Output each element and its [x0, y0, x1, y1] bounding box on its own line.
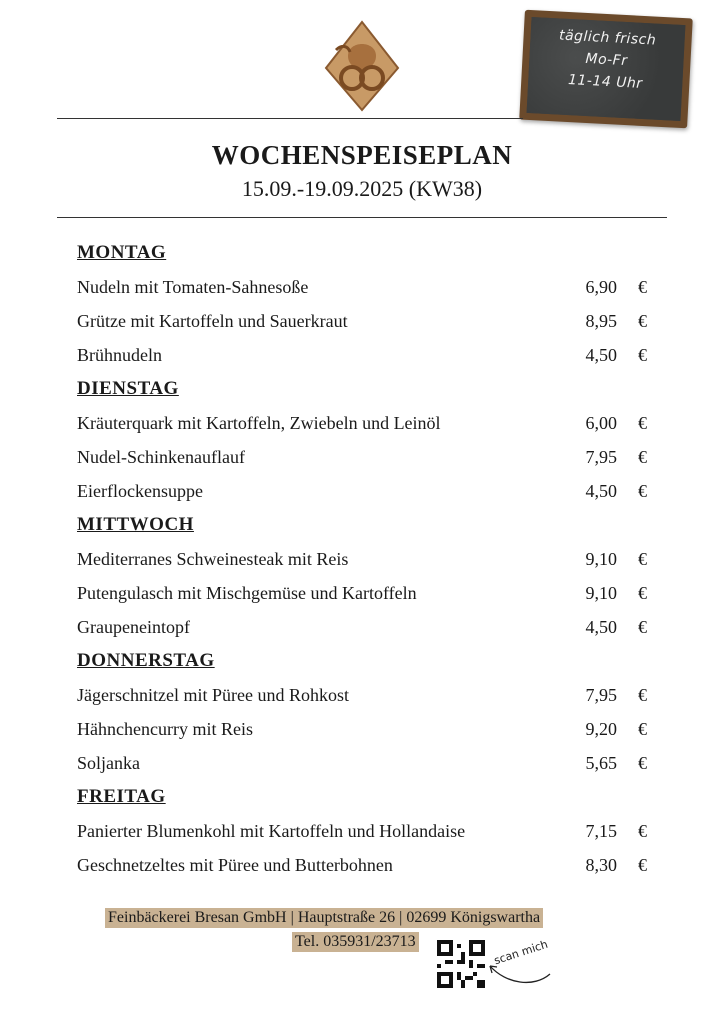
currency-symbol: €: [638, 481, 647, 501]
dish-name: Eierflockensuppe: [77, 481, 203, 501]
chalk-line-2: Mo-Fr: [585, 50, 628, 70]
qr-code[interactable]: [437, 940, 485, 988]
dish-name: Putengulasch mit Mischgemüse und Kartoffeln: [77, 583, 417, 603]
currency-symbol: €: [638, 753, 647, 773]
footer-phone: Tel. 035931/23713: [292, 932, 419, 952]
dish-price: 7,15: [585, 821, 617, 841]
day-heading-freitag: FREITAG: [77, 786, 166, 807]
menu-item: [77, 818, 651, 852]
currency-symbol: €: [638, 719, 647, 739]
bakery-logo: [318, 18, 406, 114]
chalkboard-sign: [519, 10, 693, 129]
dish-price: 4,50: [585, 617, 617, 637]
currency-symbol: €: [638, 855, 647, 875]
weekly-menu: [77, 240, 651, 886]
chalkboard-surface: [527, 17, 686, 121]
menu-item: [77, 852, 651, 886]
dish-name: Nudeln mit Tomaten-Sahnesoße: [77, 277, 309, 297]
currency-symbol: €: [638, 821, 647, 841]
menu-item: [77, 274, 651, 308]
dish-name: Geschnetzeltes mit Püree und Butterbohnen: [77, 855, 393, 875]
currency-symbol: €: [638, 549, 647, 569]
dish-name: Kräuterquark mit Kartoffeln, Zwiebeln und Leinöl: [77, 413, 441, 433]
dish-price: 6,90: [585, 277, 617, 297]
scan-label: scan mich: [492, 937, 550, 968]
chalk-line-3: 11-14 Uhr: [567, 72, 643, 92]
menu-item: [77, 478, 651, 512]
currency-symbol: €: [638, 311, 647, 331]
currency-symbol: €: [638, 447, 647, 467]
menu-item: [77, 308, 651, 342]
dish-price: 7,95: [585, 447, 617, 467]
currency-symbol: €: [638, 583, 647, 603]
dish-price: 9,10: [585, 583, 617, 603]
dish-price: 4,50: [585, 345, 617, 365]
dish-price: 8,30: [585, 855, 617, 875]
menu-item: [77, 444, 651, 478]
dish-price: 9,20: [585, 719, 617, 739]
dish-name: Mediterranes Schweinesteak mit Reis: [77, 549, 349, 569]
menu-item: [77, 410, 651, 444]
menu-item: [77, 342, 651, 376]
dish-name: Panierter Blumenkohl mit Kartoffeln und Hollandaise: [77, 821, 466, 841]
dish-price: 7,95: [585, 685, 617, 705]
menu-item: [77, 546, 651, 580]
currency-symbol: €: [638, 617, 647, 637]
page-title: WOCHENSPEISEPLAN: [211, 140, 513, 170]
chalk-line-1: täglich frisch: [558, 27, 657, 49]
day-heading-donnerstag: DONNERSTAG: [77, 650, 215, 671]
day-heading-mittwoch: MITTWOCH: [77, 514, 194, 535]
menu-item: [77, 682, 651, 716]
dish-name: Hähnchencurry mit Reis: [77, 719, 253, 739]
menu-item: [77, 614, 651, 648]
dish-name: Soljanka: [77, 753, 140, 773]
footer-address: Feinbäckerei Bresan GmbH | Hauptstraße 26 | 02699 Königswartha: [105, 908, 543, 928]
day-heading-dienstag: DIENSTAG: [77, 378, 179, 399]
dish-price: 5,65: [585, 753, 617, 773]
dish-name: Jägerschnitzel mit Püree und Rohkost: [77, 685, 349, 705]
dish-name: Brühnudeln: [77, 345, 162, 365]
currency-symbol: €: [638, 413, 647, 433]
top-divider: [57, 118, 523, 119]
menu-item: [77, 716, 651, 750]
week-range: 15.09.-19.09.2025 (KW38): [241, 176, 483, 201]
dish-price: 6,00: [585, 413, 617, 433]
currency-symbol: €: [638, 345, 647, 365]
dish-name: Nudel-Schinkenauflauf: [77, 447, 245, 467]
menu-item: [77, 750, 651, 784]
header-divider: [57, 217, 667, 218]
dish-name: Graupeneintopf: [77, 617, 190, 637]
dish-price: 9,10: [585, 549, 617, 569]
day-heading-montag: MONTAG: [77, 242, 167, 263]
dish-price: 8,95: [585, 311, 617, 331]
currency-symbol: €: [638, 277, 647, 297]
dish-price: 4,50: [585, 481, 617, 501]
menu-item: [77, 580, 651, 614]
dish-name: Grütze mit Kartoffeln und Sauerkraut: [77, 311, 348, 331]
currency-symbol: €: [638, 685, 647, 705]
